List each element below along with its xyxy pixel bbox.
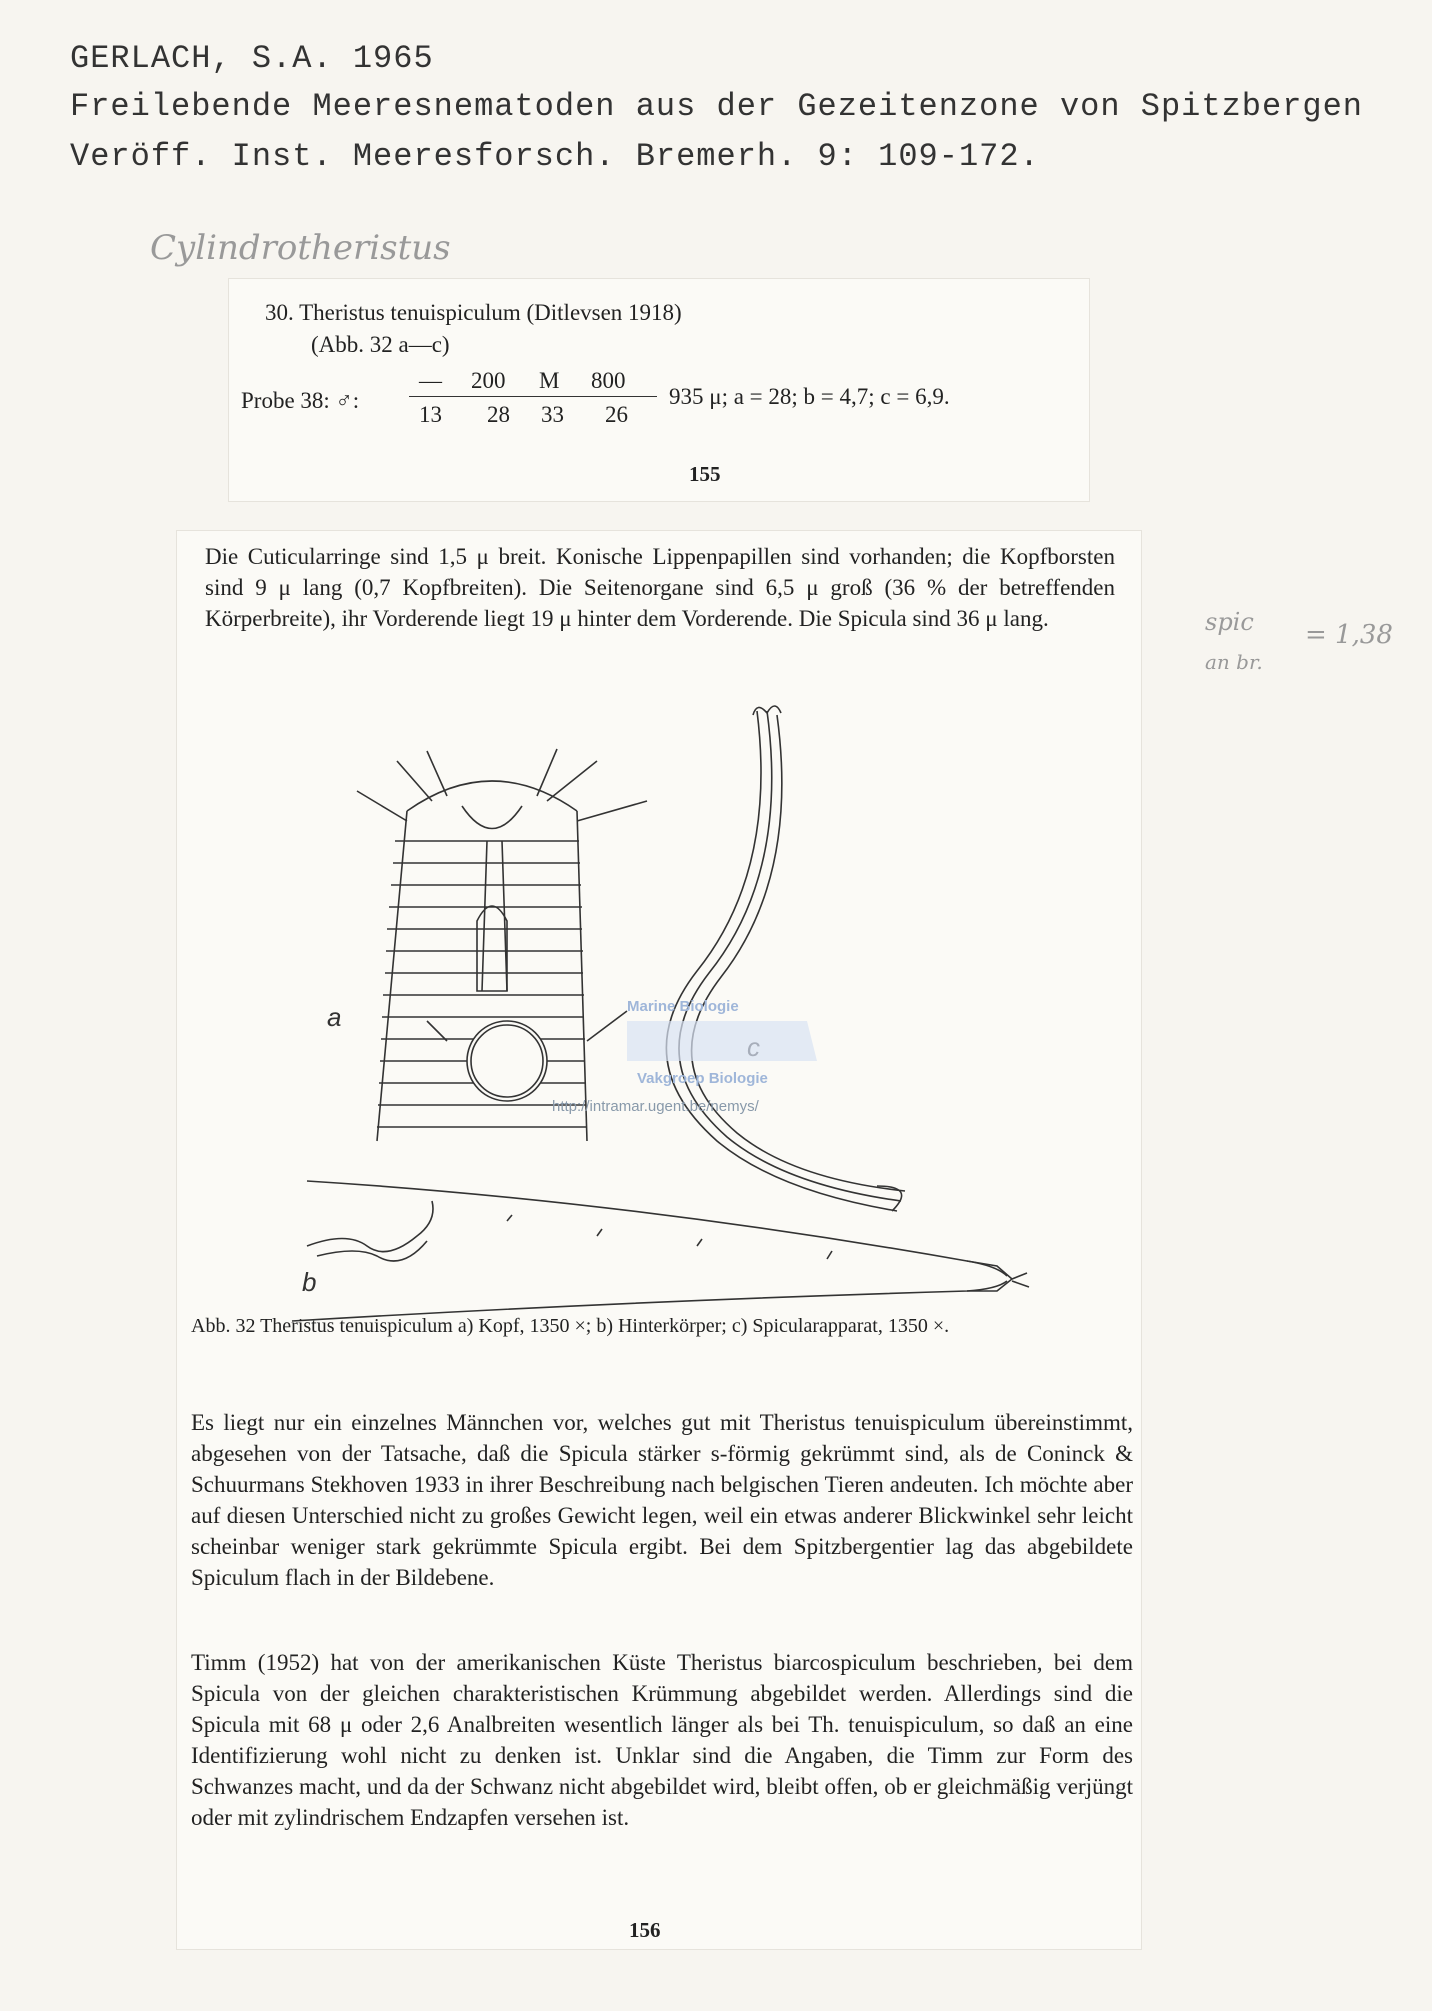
- figure-tail-drawing: [292, 1181, 1029, 1321]
- watermark-url: http://intramar.ugent.be/nemys/: [552, 1098, 759, 1115]
- formula-bottom-2: 28: [487, 402, 510, 427]
- formula-bottom-4: 26: [605, 402, 628, 427]
- formula-top-4: 800: [591, 368, 626, 393]
- formula-bottom-3: 33: [541, 402, 564, 427]
- paragraph-comparison: Es liegt nur ein einzelnes Männchen vor, welches gut mit Theristus tenuispiculum übereinstimmt, abgesehen von der Tatsache, daß die Spicula stärker s-förmig gekrümmt sind, als de Coninck & Schuurmans Stekhoven 1933 in ihrer Beschreibung nach belgischen Tieren andeuten. Ich möchte aber auf diesen Unterschied nicht zu großes Gewicht legen, weil ein etwas anderer Blickwinkel sehr leicht scheinbar weniger stark gekrümmte Spicula ergibt. Bei dem Spitzbergentier lag das abgebildete Spiculum flach in der Bildebene.: [191, 1410, 1133, 1590]
- clipping-main-page: [176, 530, 1142, 1950]
- figure-32: [177, 691, 1141, 1791]
- header-author-year: GERLACH, S.A. 1965: [70, 40, 434, 77]
- genus-annotation: Cylindrotheristus: [150, 228, 451, 268]
- formula-top-3: M: [539, 368, 560, 393]
- watermark-line-1: Marine Biologie: [627, 998, 739, 1015]
- figure-label-a: a: [327, 1002, 342, 1032]
- probe-label: Probe 38: ♂:: [241, 388, 360, 413]
- header-title: Freilebende Meeresnematoden aus der Gezeitenzone von Spitzbergen: [70, 88, 1363, 125]
- margin-note-anbr: an br.: [1205, 650, 1263, 674]
- formula-top-2: 200: [471, 368, 506, 393]
- species-heading: 30. Theristus tenuispiculum (Ditlevsen 1918): [265, 300, 682, 325]
- paragraph-cuticle: Die Cuticularringe sind 1,5 μ breit. Konische Lippenpapillen sind vorhanden; die Kopfborsten sind 9 μ lang (0,7 Kopfbreiten). Die Seitenorgane sind 6,5 μ groß (36 % der betreffenden Körperbreite), ihr Vorderende liegt 19 μ hinter dem Vorderende. Die Spicula sind 36 μ lang.: [205, 544, 1115, 631]
- paragraph-timm: Timm (1952) hat von der amerikanischen Küste Theristus biarcospiculum beschrieben, bei dem Spicula von der gleichen charakteristischen Krümmung abgebildet werden. Allerdings sind die Spicula mit 68 μ oder 2,6 Analbreiten wesentlich länger als bei Th. tenuispiculum, so daß an eine Identifizierung wohl nicht zu denken ist. Unklar sind die Angaben, die Timm zur Form des Schwanzes macht, und da der Schwanz nicht abgebildet wird, bleibt offen, ob er gleichmäßig verjüngt oder mit zylindrischem Endzapfen versehen ist.: [191, 1650, 1133, 1830]
- figure-spicule-drawing: [666, 706, 905, 1211]
- page-number-155: 155: [689, 462, 721, 486]
- formula-top-1: —: [419, 368, 442, 393]
- formula-rule: [409, 396, 657, 397]
- watermark-line-2: Vakgroep Biologie: [637, 1070, 768, 1087]
- figure-reference: (Abb. 32 a—c): [311, 332, 450, 357]
- header-citation: Veröff. Inst. Meeresforsch. Bremerh. 9: 109-172.: [70, 138, 1040, 175]
- margin-note-spic: spic: [1205, 608, 1254, 636]
- figure-label-b: b: [302, 1267, 317, 1297]
- figure-caption: Abb. 32 Theristus tenuispiculum a) Kopf, 1350 ×; b) Hinterkörper; c) Spicularapparat, 1350 ×.: [191, 1315, 950, 1337]
- page-number-156: 156: [629, 1918, 661, 1942]
- formula-result: 935 μ; a = 28; b = 4,7; c = 6,9.: [669, 384, 950, 409]
- margin-ratio: = 1,38: [1305, 620, 1393, 650]
- figure-head-drawing: [357, 749, 647, 1141]
- formula-bottom-1: 13: [419, 402, 442, 427]
- clipping-species-header: [228, 278, 1090, 502]
